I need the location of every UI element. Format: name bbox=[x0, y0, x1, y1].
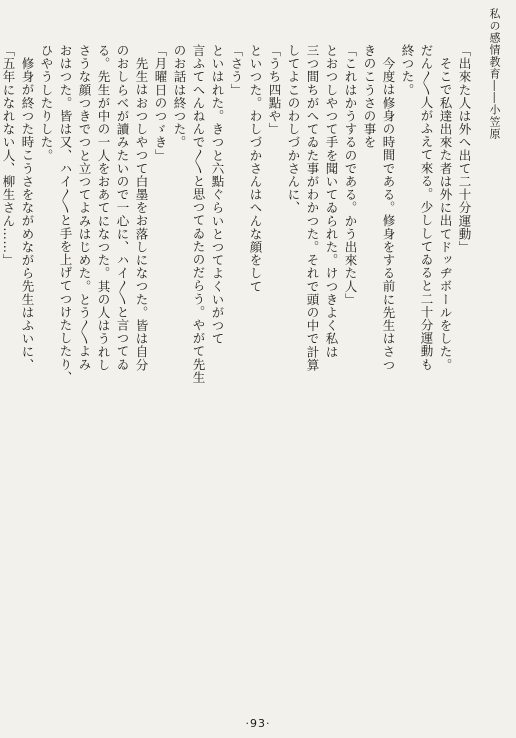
text-line: 「出來た人は外へ出て二十分運動」 bbox=[457, 44, 472, 254]
text-line: のおしらべが讀みたいので一心に、ハイ〳〵と言つてゐ bbox=[115, 44, 130, 371]
text-line: 終つた。 bbox=[400, 44, 415, 97]
text-line: 「これはかうするのである。かう出來た人」 bbox=[343, 44, 358, 306]
text-line: ひやうしたりした。 bbox=[39, 44, 54, 162]
text-line: 修身が終つた時こうさをながめながら先生はふいに、 bbox=[20, 57, 35, 372]
text-line: さうな顔つきでつと立つてよみはじめた。とう〳〵よみ bbox=[77, 44, 92, 371]
text-line: 「月曜日のつゞき」 bbox=[153, 44, 168, 162]
text-line: そこで私達出來た者は外に出てドッヂボールをした。 bbox=[438, 57, 453, 372]
text-line: 今度は修身の時間である。修身をする前に先生はさつ bbox=[381, 57, 396, 372]
text-line: 「五年になれない人、柳生さん……」 bbox=[1, 44, 16, 267]
text-line: してよこのわしづかさんに、 bbox=[286, 44, 301, 215]
text-line: のお話は終つた。 bbox=[172, 44, 187, 149]
text-line: きのこうさの事を bbox=[362, 44, 377, 149]
text-line: とおつしやつて手を聞いてゐられた。けつきよく私は bbox=[324, 44, 339, 359]
running-header: 私の感情教育――小笠原 bbox=[488, 8, 501, 140]
text-line: る。先生が中の一人をおあてになつた。其の人はうれし bbox=[96, 44, 111, 372]
text-line: おはつた。皆は又、ハイ〳〵と手を上げてつけたしたり、 bbox=[58, 44, 73, 384]
text-line: といつた。わしづかさんはへんな顔をして bbox=[248, 44, 263, 293]
text-line: 「うち四點や」 bbox=[267, 44, 282, 136]
body-text bbox=[1, 44, 474, 699]
text-line: だん〳〵人がふえて來る。少ししてゐると二十分運動も bbox=[419, 44, 434, 371]
text-line: 「さう」 bbox=[229, 44, 244, 97]
text-line: 三つ間ちがへてゐた事がわかつた。それで頭の中で計算 bbox=[305, 44, 320, 372]
text-line: 先生はおつしやつて白墨をお落しになつた。皆は自分 bbox=[134, 57, 149, 372]
text-line: 言ふてへんねんで〳〵と思つてゐたのだらう。やがて先生 bbox=[191, 44, 206, 384]
text-line: といはれた。きつと六點ぐらいとつてよくいがつて bbox=[210, 44, 225, 346]
page-number: ·93· bbox=[245, 717, 271, 730]
